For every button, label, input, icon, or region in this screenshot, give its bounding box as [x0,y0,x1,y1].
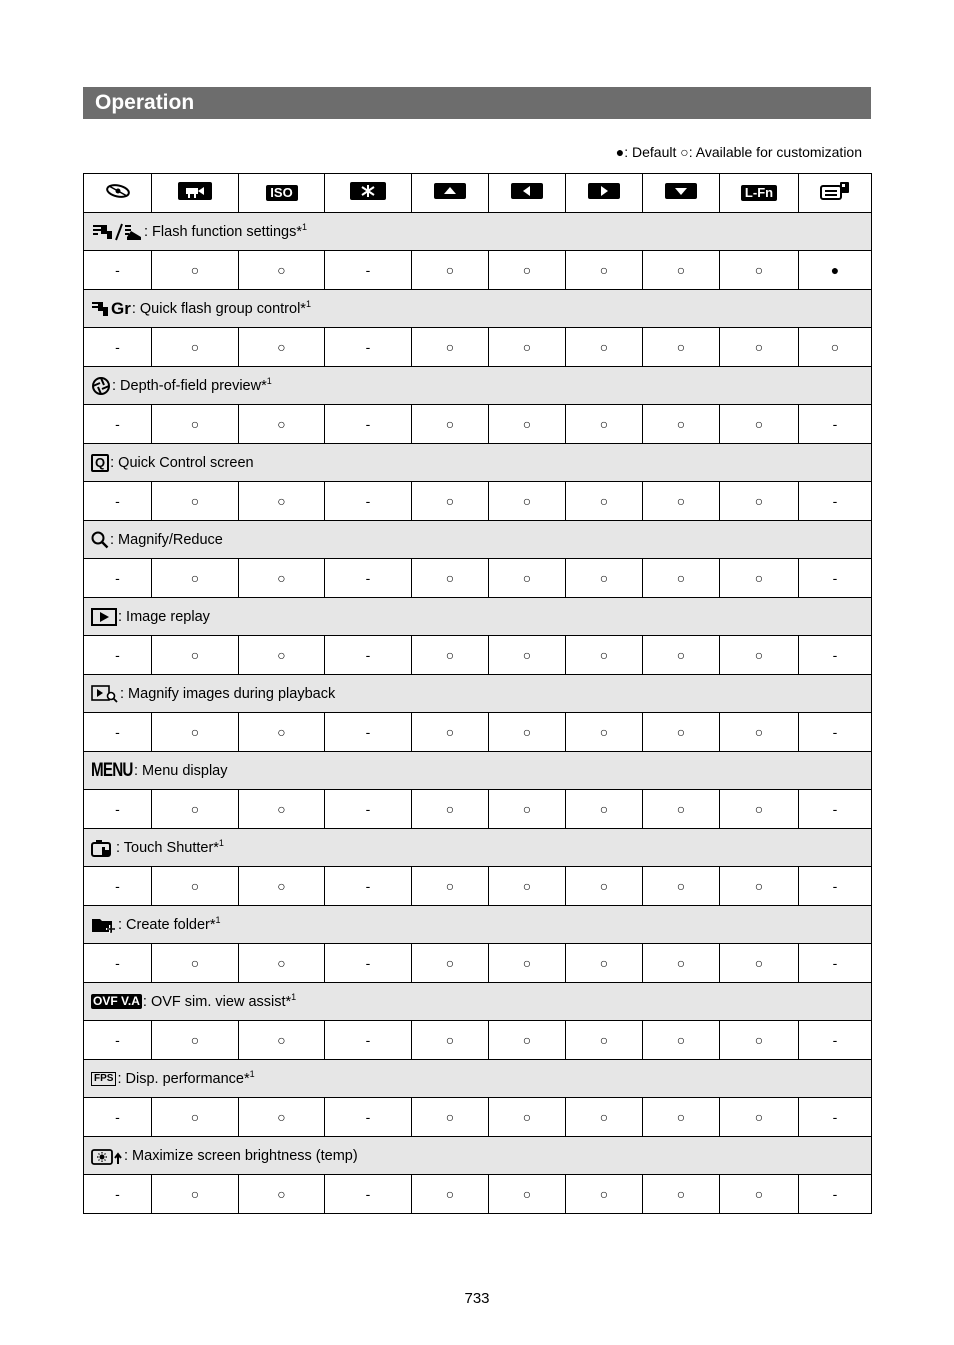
availability-cell: ○ [720,251,799,290]
depth-of-field-icon [91,376,111,396]
availability-row [84,328,872,367]
availability-cell: - [799,713,872,752]
availability-cell: ○ [720,1098,799,1137]
function-cell [84,906,872,944]
cross-key-left-icon [511,183,543,199]
iso-icon: ISO [266,185,298,201]
availability-cell: ○ [152,1098,239,1137]
battery-grip-icon [820,181,850,201]
availability-cell: ○ [489,1021,566,1060]
availability-cell: ○ [412,559,489,598]
availability-row [84,1098,872,1137]
disp-performance-icon [91,1072,116,1086]
availability-cell: ○ [643,328,720,367]
page-number: 733 [464,1290,490,1307]
availability-cell: ○ [489,1098,566,1137]
function-row [84,829,872,867]
availability-cell: ○ [643,636,720,675]
header-cell [489,174,566,213]
availability-cell: - [325,559,412,598]
availability-cell: ○ [152,944,239,983]
availability-cell: - [325,251,412,290]
availability-cell: ○ [566,251,643,290]
availability-cell: ○ [239,405,325,444]
legend-text: ●: Default ○: Available for customization [615,144,862,160]
availability-cell: ○ [412,251,489,290]
availability-cell: ○ [566,636,643,675]
icon-glyph-text: OVF V.A [93,994,140,1009]
availability-cell: - [84,559,152,598]
availability-cell: ○ [489,405,566,444]
function-cell [84,444,872,482]
footnote-marker: 1 [305,298,311,309]
icon-glyph-text: Q [91,454,109,472]
function-row [84,675,872,713]
availability-cell: - [84,405,152,444]
availability-cell: ○ [412,405,489,444]
availability-cell: ○ [489,867,566,906]
availability-cell: ○ [239,251,325,290]
availability-cell: ○ [720,405,799,444]
eye-sensor-icon [105,183,131,199]
availability-cell: ○ [152,328,239,367]
availability-cell: ○ [412,1175,489,1214]
availability-cell: ○ [239,482,325,521]
availability-cell: - [84,482,152,521]
availability-cell: - [84,636,152,675]
header-cell [566,174,643,213]
availability-cell: ○ [152,1021,239,1060]
function-row [84,367,872,405]
availability-cell: ○ [239,636,325,675]
availability-cell: ○ [152,636,239,675]
availability-cell: ○ [566,867,643,906]
availability-cell: ○ [720,944,799,983]
availability-cell: - [799,867,872,906]
function-label: : Flash function settings* [144,223,302,240]
availability-cell: - [799,482,872,521]
function-label: : Image replay [118,608,210,625]
availability-cell: - [799,1175,872,1214]
availability-row [84,405,872,444]
availability-cell: ○ [239,867,325,906]
availability-cell: - [799,790,872,829]
availability-cell: ○ [489,944,566,983]
availability-cell: ○ [489,1175,566,1214]
availability-cell: ○ [720,867,799,906]
section-title-bar [83,87,871,119]
function-label: : Depth-of-field preview* [112,377,267,394]
function-row [84,983,872,1021]
availability-row [84,713,872,752]
header-cell [720,174,799,213]
availability-cell: ○ [720,1021,799,1060]
availability-cell: - [325,1175,412,1214]
availability-cell: ○ [643,482,720,521]
header-cell [325,174,412,213]
availability-cell: ○ [152,790,239,829]
section-title: Operation [95,91,195,114]
availability-cell: ○ [720,559,799,598]
customization-table [83,173,872,1214]
availability-cell: ○ [720,713,799,752]
availability-cell: ○ [412,867,489,906]
function-label: : OVF sim. view assist* [142,993,292,1010]
header-cell [799,174,872,213]
availability-cell: ○ [239,1021,325,1060]
function-row [84,1137,872,1175]
availability-cell: ○ [489,559,566,598]
function-label: : Magnify images during playback [120,685,336,702]
availability-cell: ○ [720,328,799,367]
availability-cell: - [84,328,152,367]
cross-key-right-icon [588,183,620,199]
function-label: : Quick flash group control* [131,300,306,317]
availability-cell: ○ [720,482,799,521]
availability-cell: ○ [720,636,799,675]
function-label: : Create folder* [118,916,216,933]
availability-row [84,1175,872,1214]
availability-cell: ○ [412,636,489,675]
availability-cell: ○ [566,713,643,752]
availability-cell: ○ [412,1098,489,1137]
cross-key-down-icon [665,183,697,199]
availability-row [84,559,872,598]
function-cell [84,521,872,559]
function-cell [84,752,872,790]
availability-row [84,867,872,906]
availability-cell: ○ [720,790,799,829]
ae-lock-icon [350,182,386,200]
availability-cell: - [325,482,412,521]
availability-cell: ○ [412,328,489,367]
function-row [84,290,872,328]
availability-cell: ○ [566,405,643,444]
function-cell [84,598,872,636]
function-row [84,213,872,251]
availability-cell: ○ [643,251,720,290]
menu-icon [91,760,133,782]
availability-row [84,1021,872,1060]
ovf-view-assist-icon [91,994,142,1009]
availability-cell: - [799,559,872,598]
availability-cell: - [799,405,872,444]
function-cell [84,213,872,251]
availability-cell: - [325,1021,412,1060]
icon-glyph-text: MENU [91,759,133,781]
availability-cell: ○ [239,713,325,752]
function-label: : Magnify/Reduce [110,531,223,548]
footnote-marker: 1 [291,991,297,1002]
function-cell [84,290,872,328]
availability-cell: ○ [566,1175,643,1214]
availability-cell: ○ [239,1098,325,1137]
availability-cell: ○ [152,482,239,521]
header-row [84,174,872,213]
availability-cell: ○ [489,251,566,290]
availability-cell: - [84,944,152,983]
availability-cell: ○ [643,944,720,983]
icon-glyph-text: Gr [111,298,131,318]
availability-cell: ○ [152,713,239,752]
availability-cell: - [84,251,152,290]
function-label: : Touch Shutter* [116,839,219,856]
availability-cell: ○ [152,1175,239,1214]
availability-cell: ○ [489,328,566,367]
playback-icon [91,608,117,626]
availability-cell: ○ [152,559,239,598]
footnote-marker: 1 [218,837,224,848]
availability-cell: ○ [239,1175,325,1214]
create-folder-icon [91,916,117,934]
availability-cell: ○ [643,790,720,829]
flash-settings-icon [91,223,143,241]
availability-cell: ● [799,251,872,290]
availability-cell: ○ [239,790,325,829]
availability-cell: - [84,867,152,906]
availability-cell: - [799,636,872,675]
availability-cell: ○ [566,328,643,367]
function-cell [84,675,872,713]
lens-fn-icon: L-Fn [741,185,777,201]
function-cell [84,983,872,1021]
header-cell [152,174,239,213]
function-row [84,444,872,482]
availability-cell: ○ [489,636,566,675]
availability-cell: - [84,713,152,752]
magnify-icon [91,531,109,549]
availability-cell: ○ [412,790,489,829]
function-cell [84,367,872,405]
availability-cell: ○ [643,713,720,752]
availability-cell: ○ [489,482,566,521]
availability-cell: - [325,636,412,675]
cross-key-up-icon [434,183,466,199]
movie-icon [178,182,212,200]
quick-control-icon [91,454,109,472]
availability-cell: - [799,944,872,983]
availability-row [84,944,872,983]
function-row [84,906,872,944]
function-row [84,521,872,559]
availability-cell: - [799,1098,872,1137]
availability-cell: ○ [239,328,325,367]
footnote-marker: 1 [249,1068,255,1079]
playback-magnify-icon [91,685,119,703]
header-cell [84,174,152,213]
icon-glyph-text: FPS [91,1072,116,1086]
availability-cell: ○ [643,405,720,444]
availability-cell: - [84,790,152,829]
availability-cell: ○ [412,713,489,752]
availability-cell: - [325,1098,412,1137]
function-label: : Quick Control screen [110,454,254,471]
availability-cell: ○ [643,559,720,598]
function-row [84,752,872,790]
availability-cell: - [325,867,412,906]
availability-cell: ○ [566,482,643,521]
availability-cell: ○ [720,1175,799,1214]
availability-cell: ○ [489,713,566,752]
availability-cell: ○ [239,559,325,598]
footnote-marker: 1 [301,221,307,232]
availability-cell: ○ [239,944,325,983]
availability-cell: - [84,1175,152,1214]
availability-cell: ○ [412,944,489,983]
availability-cell: ○ [799,328,872,367]
quick-flash-group-icon [91,300,131,318]
availability-cell: - [325,405,412,444]
function-label: : Maximize screen brightness (temp) [124,1147,358,1164]
function-row [84,598,872,636]
availability-cell: ○ [489,790,566,829]
availability-cell: ○ [566,944,643,983]
availability-cell: ○ [152,251,239,290]
availability-cell: ○ [566,559,643,598]
availability-row [84,790,872,829]
availability-cell: - [325,328,412,367]
availability-cell: ○ [643,1098,720,1137]
function-label: : Disp. performance* [117,1070,250,1087]
header-cell [412,174,489,213]
availability-cell: ○ [566,790,643,829]
function-label: : Menu display [134,762,228,779]
availability-cell: - [84,1021,152,1060]
availability-cell: ○ [643,867,720,906]
availability-cell: - [325,713,412,752]
function-cell [84,829,872,867]
availability-cell: ○ [566,1098,643,1137]
availability-cell: - [799,1021,872,1060]
availability-cell: ○ [152,867,239,906]
availability-cell: ○ [152,405,239,444]
availability-row [84,636,872,675]
availability-cell: ○ [643,1175,720,1214]
availability-row [84,251,872,290]
availability-cell: - [325,944,412,983]
availability-cell: ○ [412,1021,489,1060]
availability-cell: ○ [643,1021,720,1060]
availability-cell: ○ [566,1021,643,1060]
header-cell [239,174,325,213]
availability-cell: ○ [412,482,489,521]
touch-shutter-icon [91,838,115,858]
screen-brightness-icon [91,1146,123,1166]
function-cell [84,1137,872,1175]
function-cell [84,1060,872,1098]
function-row [84,1060,872,1098]
availability-row [84,482,872,521]
availability-cell: - [325,790,412,829]
footnote-marker: 1 [266,375,272,386]
availability-cell: - [84,1098,152,1137]
footnote-marker: 1 [215,914,221,925]
header-cell [643,174,720,213]
